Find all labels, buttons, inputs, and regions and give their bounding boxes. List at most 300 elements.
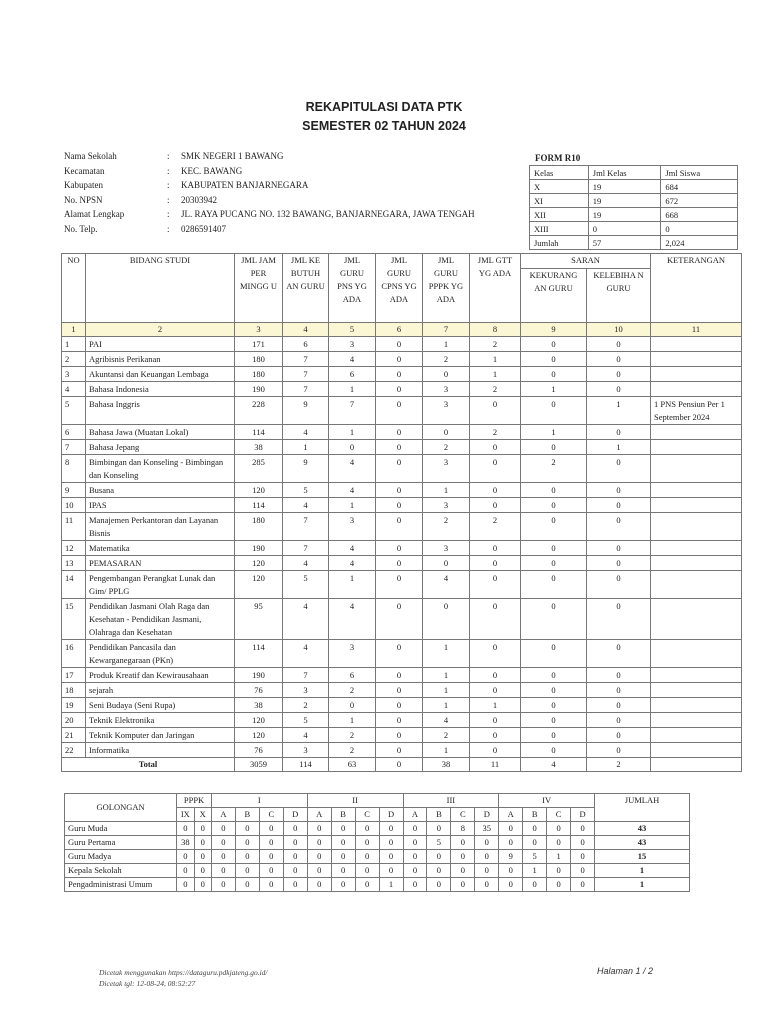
table-cell: 0	[376, 367, 423, 382]
table-cell: 4	[283, 425, 329, 440]
table-cell: 0	[423, 367, 470, 382]
golongan-jumlah: 1	[595, 878, 690, 892]
table-cell: 4	[423, 571, 470, 599]
info-row	[64, 151, 475, 166]
total-cell: 2	[587, 758, 651, 772]
golongan-cell: 0	[403, 878, 427, 892]
golongan-cell: 0	[194, 850, 211, 864]
golongan-cell: 0	[307, 822, 331, 836]
table-cell: 4	[283, 498, 329, 513]
table-cell: 2	[423, 352, 470, 367]
golongan-subheader-cell: C	[547, 808, 571, 822]
total-cell: 0	[376, 758, 423, 772]
table-row	[62, 455, 742, 483]
golongan-subheader-cell: X	[194, 808, 211, 822]
table-cell: 0	[521, 599, 587, 640]
table-cell: 0	[376, 571, 423, 599]
column-number: 11	[651, 323, 742, 337]
golongan-subheader-cell: B	[523, 808, 547, 822]
table-cell: 1	[470, 367, 521, 382]
golongan-cell: 0	[355, 822, 379, 836]
total-cell: 11	[470, 758, 521, 772]
info-colon: :	[167, 223, 170, 234]
table-cell: 0	[587, 668, 651, 683]
golongan-cell: 0	[331, 836, 355, 850]
table-cell: 1	[423, 668, 470, 683]
table-cell: 0	[376, 382, 423, 397]
table-cell: Pengembangan Perangkat Lunak dan Gim/ PPLG	[86, 571, 235, 599]
header-pns: JML GURU PNS YG ADA	[329, 254, 376, 323]
table-row	[62, 382, 742, 397]
table-cell: 3	[423, 397, 470, 425]
golongan-cell: 9	[499, 850, 523, 864]
table-cell: 0	[587, 455, 651, 483]
table-cell: 1	[587, 440, 651, 455]
table-cell: sejarah	[86, 683, 235, 698]
info-row	[64, 195, 475, 210]
golongan-jumlah: 43	[595, 822, 690, 836]
golongan-cell: 5	[523, 850, 547, 864]
table-cell: 0	[423, 556, 470, 571]
class-summary-header-cell: Jml Siswa	[661, 166, 738, 180]
info-colon: :	[167, 165, 170, 176]
class-summary-cell: 2,024	[661, 236, 738, 250]
info-value: JL. RAYA PUCANG NO. 132 BAWANG, BANJARNEGARA, JAWA TENGAH	[181, 209, 475, 220]
golongan-label: Guru Pertama	[65, 836, 177, 850]
table-cell: 1	[62, 337, 86, 352]
golongan-cell: 0	[259, 864, 283, 878]
golongan-cell: 0	[283, 864, 307, 878]
info-colon: :	[167, 209, 170, 220]
table-cell: 0	[587, 425, 651, 440]
table-cell: 2	[329, 683, 376, 698]
total-cell: 114	[283, 758, 329, 772]
table-cell: 0	[470, 455, 521, 483]
gol-header-jumlah: JUMLAH	[595, 794, 690, 822]
table-cell: 0	[587, 556, 651, 571]
table-cell: 1	[423, 640, 470, 668]
golongan-cell: 0	[307, 878, 331, 892]
golongan-cell: 0	[283, 836, 307, 850]
table-cell: 0	[470, 713, 521, 728]
golongan-cell: 35	[475, 822, 499, 836]
golongan-cell: 0	[571, 878, 595, 892]
golongan-cell: 0	[499, 878, 523, 892]
golongan-cell: 0	[307, 864, 331, 878]
golongan-cell: 0	[194, 864, 211, 878]
table-cell: 0	[521, 743, 587, 758]
golongan-cell: 0	[571, 850, 595, 864]
total-cell	[651, 758, 742, 772]
golongan-jumlah: 1	[595, 864, 690, 878]
table-cell: 6	[283, 337, 329, 352]
table-cell: 10	[62, 498, 86, 513]
table-row	[62, 397, 742, 425]
table-cell: Informatika	[86, 743, 235, 758]
table-cell: 0	[587, 337, 651, 352]
golongan-subheader-cell: IX	[177, 808, 194, 822]
table-cell: 0	[587, 713, 651, 728]
class-summary-table	[529, 165, 738, 250]
golongan-cell: 0	[499, 836, 523, 850]
golongan-cell: 0	[427, 864, 451, 878]
table-cell: 2	[470, 425, 521, 440]
table-row	[62, 483, 742, 498]
table-cell: 7	[283, 541, 329, 556]
table-cell	[651, 513, 742, 541]
table-cell	[651, 713, 742, 728]
total-cell: 4	[521, 758, 587, 772]
table-row	[62, 367, 742, 382]
table-cell: 3	[283, 743, 329, 758]
class-summary-cell: 19	[588, 180, 661, 194]
table-cell	[651, 541, 742, 556]
table-cell: 14	[62, 571, 86, 599]
table-cell: 0	[587, 599, 651, 640]
golongan-row	[65, 878, 690, 892]
golongan-cell: 0	[427, 850, 451, 864]
table-cell: 0	[470, 397, 521, 425]
golongan-cell: 0	[499, 822, 523, 836]
table-cell: 1	[329, 498, 376, 513]
golongan-cell: 0	[523, 822, 547, 836]
table-cell: Agribisnis Perikanan	[86, 352, 235, 367]
info-colon: :	[167, 180, 170, 191]
golongan-cell: 0	[547, 878, 571, 892]
table-cell: 120	[235, 728, 283, 743]
table-cell: 4	[329, 352, 376, 367]
table-cell	[651, 455, 742, 483]
table-cell: 1	[423, 683, 470, 698]
table-cell	[651, 640, 742, 668]
golongan-cell: 0	[211, 878, 235, 892]
table-cell: 0	[376, 397, 423, 425]
table-cell: 1	[423, 337, 470, 352]
gol-header-iv: IV	[499, 794, 595, 808]
table-cell: 9	[283, 455, 329, 483]
table-cell: 180	[235, 367, 283, 382]
golongan-cell: 0	[451, 836, 475, 850]
column-number: 10	[587, 323, 651, 337]
golongan-cell: 0	[355, 850, 379, 864]
gol-header-i: I	[211, 794, 307, 808]
golongan-cell: 0	[451, 850, 475, 864]
class-summary-row	[530, 222, 738, 236]
table-cell: 18	[62, 683, 86, 698]
class-summary-cell: 19	[588, 194, 661, 208]
table-cell: 0	[329, 698, 376, 713]
table-cell: 21	[62, 728, 86, 743]
golongan-cell: 0	[571, 864, 595, 878]
table-cell: 120	[235, 556, 283, 571]
table-cell: 0	[376, 483, 423, 498]
table-cell: 0	[470, 640, 521, 668]
info-value: KABUPATEN BANJARNEGARA	[181, 180, 309, 191]
table-cell	[651, 728, 742, 743]
table-cell	[651, 498, 742, 513]
table-cell: Busana	[86, 483, 235, 498]
table-cell: 2	[470, 337, 521, 352]
table-cell: 0	[521, 541, 587, 556]
info-value: KEC. BAWANG	[181, 165, 243, 176]
table-cell	[651, 337, 742, 352]
golongan-cell: 0	[403, 864, 427, 878]
table-cell: 180	[235, 513, 283, 541]
column-number: 8	[470, 323, 521, 337]
table-cell: 7	[329, 397, 376, 425]
table-cell: 19	[62, 698, 86, 713]
table-cell	[651, 571, 742, 599]
table-cell: 1	[329, 425, 376, 440]
class-summary-row	[530, 236, 738, 250]
gol-header-golongan: GOLONGAN	[65, 794, 177, 822]
table-cell: 0	[521, 337, 587, 352]
golongan-subheader-cell: B	[331, 808, 355, 822]
table-cell: 0	[470, 599, 521, 640]
golongan-cell: 0	[571, 822, 595, 836]
table-cell: 0	[470, 440, 521, 455]
golongan-cell: 0	[235, 836, 259, 850]
golongan-cell: 0	[475, 836, 499, 850]
table-cell: 1	[423, 698, 470, 713]
table-cell: 0	[376, 668, 423, 683]
table-cell: 2	[423, 440, 470, 455]
header-kekurangan: KEKURANG AN GURU	[521, 269, 587, 323]
table-cell: 0	[329, 440, 376, 455]
table-cell	[651, 382, 742, 397]
table-cell: 0	[376, 541, 423, 556]
table-cell: 0	[587, 483, 651, 498]
table-cell: 95	[235, 599, 283, 640]
table-cell: 7	[283, 382, 329, 397]
golongan-subheader-cell: D	[283, 808, 307, 822]
table-cell: 0	[587, 541, 651, 556]
table-cell	[651, 698, 742, 713]
golongan-cell: 0	[379, 864, 403, 878]
golongan-subheader-cell: C	[451, 808, 475, 822]
table-cell: 17	[62, 668, 86, 683]
class-summary-header	[530, 166, 738, 180]
table-cell: 1	[587, 397, 651, 425]
table-cell: 120	[235, 571, 283, 599]
table-cell: 4	[329, 599, 376, 640]
table-cell: 3	[423, 498, 470, 513]
class-summary-cell: XI	[530, 194, 589, 208]
table-cell: 2	[62, 352, 86, 367]
golongan-cell: 0	[177, 850, 194, 864]
table-cell: 2	[470, 382, 521, 397]
table-cell: 4	[423, 713, 470, 728]
table-cell	[651, 743, 742, 758]
info-value: SMK NEGERI 1 BAWANG	[181, 151, 284, 161]
golongan-subheader-cell: A	[403, 808, 427, 822]
table-cell: 0	[587, 498, 651, 513]
table-cell: 0	[521, 397, 587, 425]
golongan-subheader-cell: A	[499, 808, 523, 822]
footer-printed-date: Dicetak tgl: 12-08-24, 08:52:27	[99, 979, 196, 988]
golongan-cell: 0	[283, 822, 307, 836]
table-cell: 190	[235, 541, 283, 556]
table-cell: 6	[329, 668, 376, 683]
golongan-subheader-cell: A	[211, 808, 235, 822]
table-row	[62, 498, 742, 513]
class-summary-header-cell: Jml Kelas	[588, 166, 661, 180]
table-cell: 3	[283, 683, 329, 698]
info-label: Kabupaten	[64, 180, 103, 191]
table-row	[62, 599, 742, 640]
golongan-cell: 0	[523, 878, 547, 892]
table-cell: 0	[470, 483, 521, 498]
table-cell: 0	[521, 556, 587, 571]
table-cell: 0	[470, 743, 521, 758]
table-cell: 0	[470, 728, 521, 743]
golongan-cell: 1	[547, 850, 571, 864]
table-cell: Bahasa Inggris	[86, 397, 235, 425]
golongan-subheader-cell: D	[571, 808, 595, 822]
table-cell: 2	[329, 743, 376, 758]
golongan-cell: 0	[547, 822, 571, 836]
table-cell: 76	[235, 683, 283, 698]
table-cell: 9	[62, 483, 86, 498]
form-title: FORM R10	[535, 153, 581, 163]
golongan-cell: 0	[403, 836, 427, 850]
table-cell: 0	[587, 571, 651, 599]
table-cell	[651, 668, 742, 683]
table-cell	[651, 425, 742, 440]
golongan-cell: 0	[403, 850, 427, 864]
golongan-cell: 5	[427, 836, 451, 850]
info-row	[64, 224, 475, 239]
info-colon: :	[167, 194, 170, 205]
column-number: 7	[423, 323, 470, 337]
class-summary-cell: 672	[661, 194, 738, 208]
table-cell: 1	[329, 382, 376, 397]
page-subtitle: SEMESTER 02 TAHUN 2024	[302, 119, 466, 133]
table-cell: 6	[62, 425, 86, 440]
table-cell: 0	[470, 668, 521, 683]
golongan-cell: 1	[379, 878, 403, 892]
golongan-cell: 0	[211, 822, 235, 836]
table-cell: 1	[521, 382, 587, 397]
golongan-cell: 0	[331, 864, 355, 878]
table-cell: 0	[521, 713, 587, 728]
table-row	[62, 541, 742, 556]
table-cell: 13	[62, 556, 86, 571]
table-cell	[651, 367, 742, 382]
table-cell: 0	[376, 683, 423, 698]
golongan-cell: 0	[235, 822, 259, 836]
table-row	[62, 337, 742, 352]
class-summary-row	[530, 194, 738, 208]
page-number: Halaman 1 / 2	[597, 966, 654, 976]
page-title: REKAPITULASI DATA PTK	[305, 100, 463, 114]
footer-printed-with: Dicetak menggunakan https://dataguru.pdkjateng.go.id/	[99, 968, 268, 977]
table-cell	[651, 556, 742, 571]
table-cell: 1 PNS Pensiun Per 1 September 2024	[651, 397, 742, 425]
golongan-cell: 0	[427, 822, 451, 836]
table-cell: 16	[62, 640, 86, 668]
table-cell: 4	[329, 556, 376, 571]
table-cell: 2	[329, 728, 376, 743]
info-label: No. Telp.	[64, 223, 98, 234]
table-cell: 1	[470, 352, 521, 367]
table-cell: PAI	[86, 337, 235, 352]
table-cell: 171	[235, 337, 283, 352]
table-cell	[651, 440, 742, 455]
golongan-subheader-cell: D	[475, 808, 499, 822]
table-cell: 4	[283, 556, 329, 571]
table-row	[62, 352, 742, 367]
golongan-cell: 0	[194, 878, 211, 892]
info-value: 0286591407	[181, 223, 226, 234]
golongan-cell: 0	[379, 850, 403, 864]
table-cell: 0	[376, 440, 423, 455]
header-kebutuhan: JML KE BUTUH AN GURU	[283, 254, 329, 323]
table-cell: 120	[235, 483, 283, 498]
total-label: Total	[62, 758, 235, 772]
total-cell: 3059	[235, 758, 283, 772]
golongan-cell: 0	[235, 878, 259, 892]
golongan-cell: 0	[194, 836, 211, 850]
table-row	[62, 713, 742, 728]
golongan-cell: 0	[451, 878, 475, 892]
table-row	[62, 698, 742, 713]
golongan-cell: 0	[194, 822, 211, 836]
column-number: 4	[283, 323, 329, 337]
table-row	[62, 571, 742, 599]
class-summary-cell: 684	[661, 180, 738, 194]
table-cell: 0	[587, 743, 651, 758]
table-cell: 3	[423, 541, 470, 556]
table-cell: 7	[62, 440, 86, 455]
table-cell: Akuntansi dan Keuangan Lembaga	[86, 367, 235, 382]
table-cell: 0	[587, 367, 651, 382]
golongan-cell: 0	[211, 836, 235, 850]
table-cell: 1	[329, 571, 376, 599]
table-cell: 0	[521, 483, 587, 498]
table-cell: Seni Budaya (Seni Rupa)	[86, 698, 235, 713]
column-number: 9	[521, 323, 587, 337]
table-cell: 4	[329, 483, 376, 498]
table-cell: Manajemen Perkantoran dan Layanan Bisnis	[86, 513, 235, 541]
golongan-cell: 0	[379, 822, 403, 836]
table-cell: 5	[62, 397, 86, 425]
table-cell: 3	[329, 640, 376, 668]
table-cell: 0	[376, 728, 423, 743]
table-cell: 5	[283, 483, 329, 498]
table-cell: 2	[423, 728, 470, 743]
header-bidang: BIDANG STUDI	[86, 254, 235, 323]
class-summary-cell: 0	[661, 222, 738, 236]
golongan-cell: 0	[427, 878, 451, 892]
golongan-cell: 0	[259, 878, 283, 892]
table-cell: 11	[62, 513, 86, 541]
class-summary-cell: 57	[588, 236, 661, 250]
table-cell: PEMASARAN	[86, 556, 235, 571]
info-colon: :	[167, 151, 170, 161]
total-cell: 63	[329, 758, 376, 772]
table-row	[62, 425, 742, 440]
golongan-table	[64, 793, 690, 892]
table-cell: 4	[329, 455, 376, 483]
table-cell: 0	[376, 425, 423, 440]
gol-header-iii: III	[403, 794, 499, 808]
table-cell: 3	[423, 382, 470, 397]
table-cell: 4	[329, 541, 376, 556]
table-cell: 22	[62, 743, 86, 758]
golongan-cell: 8	[451, 822, 475, 836]
table-cell: Pendidikan Pancasila dan Kewarganegaraan (PKn)	[86, 640, 235, 668]
